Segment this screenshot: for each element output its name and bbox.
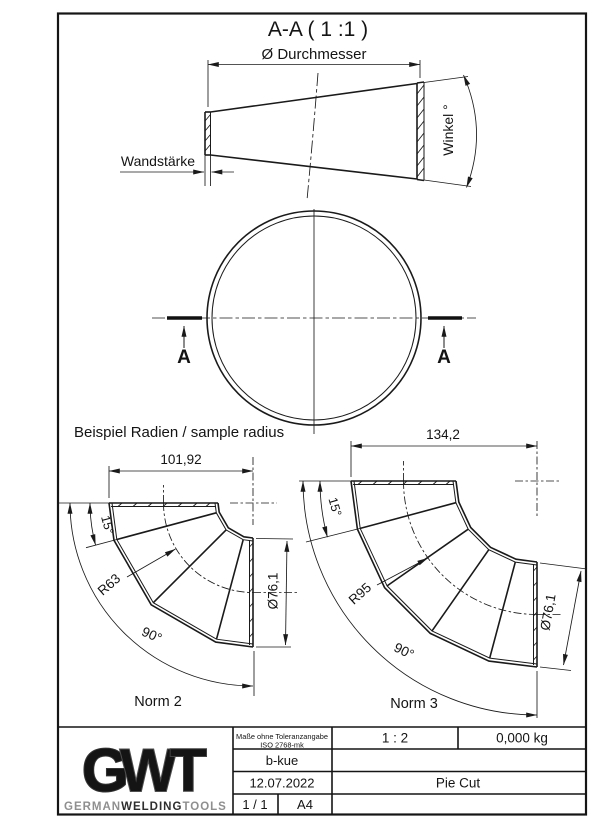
plan-view-circle: [152, 209, 476, 434]
brand-tools: TOOLS: [182, 801, 227, 813]
logo-letter-g: G: [82, 737, 129, 804]
angle-callout: [440, 75, 477, 188]
logo-brand-line: [64, 801, 227, 813]
norm3-radius-value: R95: [345, 579, 375, 608]
sheet-cell: 1 / 1: [242, 797, 268, 812]
cut-label-right: A: [437, 347, 451, 368]
logo-letter-t: T: [170, 737, 207, 804]
cone-outline: [205, 77, 471, 187]
diameter-dimension-label: Ø Durchmesser: [261, 46, 367, 63]
section-view-cone: [120, 18, 477, 200]
title-block: [58, 727, 586, 815]
norm2-seams: [117, 513, 243, 639]
cut-label-left: A: [177, 347, 191, 368]
wall-thickness-callout: [120, 153, 234, 186]
norm3-diameter-value: Ø76,1: [537, 592, 559, 632]
brand-german: GERMAN: [64, 801, 122, 813]
norm3-width-value: 134,2: [426, 427, 460, 442]
cone-face-hatching: [205, 85, 424, 177]
norm3-segment-angle-dimension: [299, 481, 360, 542]
norm2-elbow: [58, 452, 299, 710]
norm2-width-value: 101,92: [160, 452, 202, 467]
norm3-outline: [351, 481, 537, 667]
norm3-face-hatching: [358, 481, 537, 663]
norm3-diameter-dimension: [537, 563, 587, 671]
norm2-caption: Norm 2: [134, 694, 182, 710]
norm3-elbow: [299, 427, 587, 718]
logo-letter-w: W: [120, 737, 177, 804]
norm2-sweep-value: 90°: [139, 623, 165, 646]
weight-cell: 0,000 kg: [496, 730, 548, 746]
samples-heading: Beispiel Radien / sample radius: [74, 424, 285, 441]
norm2-segment-angle-value: 15°: [98, 514, 117, 536]
norm2-diameter-value: Ø76,1: [265, 572, 281, 610]
date-cell: 12.07.2022: [249, 775, 315, 791]
norm3-sweep-dimension: [303, 481, 537, 718]
paper-format-cell: A4: [297, 797, 313, 812]
author-cell: b-kue: [265, 753, 299, 768]
section-title: A-A ( 1 :1 ): [267, 18, 369, 41]
norm2-radius-value: R63: [94, 570, 124, 599]
wall-thickness-label: Wandstärke: [120, 153, 196, 169]
norm2-width-dimension: [109, 452, 253, 498]
norm3-sweep-value: 90°: [391, 639, 417, 663]
angle-label: Winkel °: [440, 104, 456, 156]
scale-cell: 1 : 2: [381, 730, 409, 746]
section-plane-trace: [307, 73, 318, 200]
norm2-radius-leader: [95, 549, 176, 598]
brand-welding: WELDING: [121, 801, 183, 813]
norm3-segment-angle-value: 15°: [325, 495, 345, 518]
tolerance-note-line2: ISO 2768-mk: [260, 740, 304, 750]
company-logo: [64, 737, 227, 813]
norm3-caption: Norm 3: [390, 696, 438, 712]
norm3-width-dimension: [351, 427, 537, 477]
tolerance-note-line1: Maße ohne Toleranzangabe: [236, 732, 328, 741]
part-name-cell: Pie Cut: [435, 775, 481, 791]
norm2-segment-angle-dimension: [58, 503, 117, 548]
norm3-seams: [360, 503, 515, 658]
